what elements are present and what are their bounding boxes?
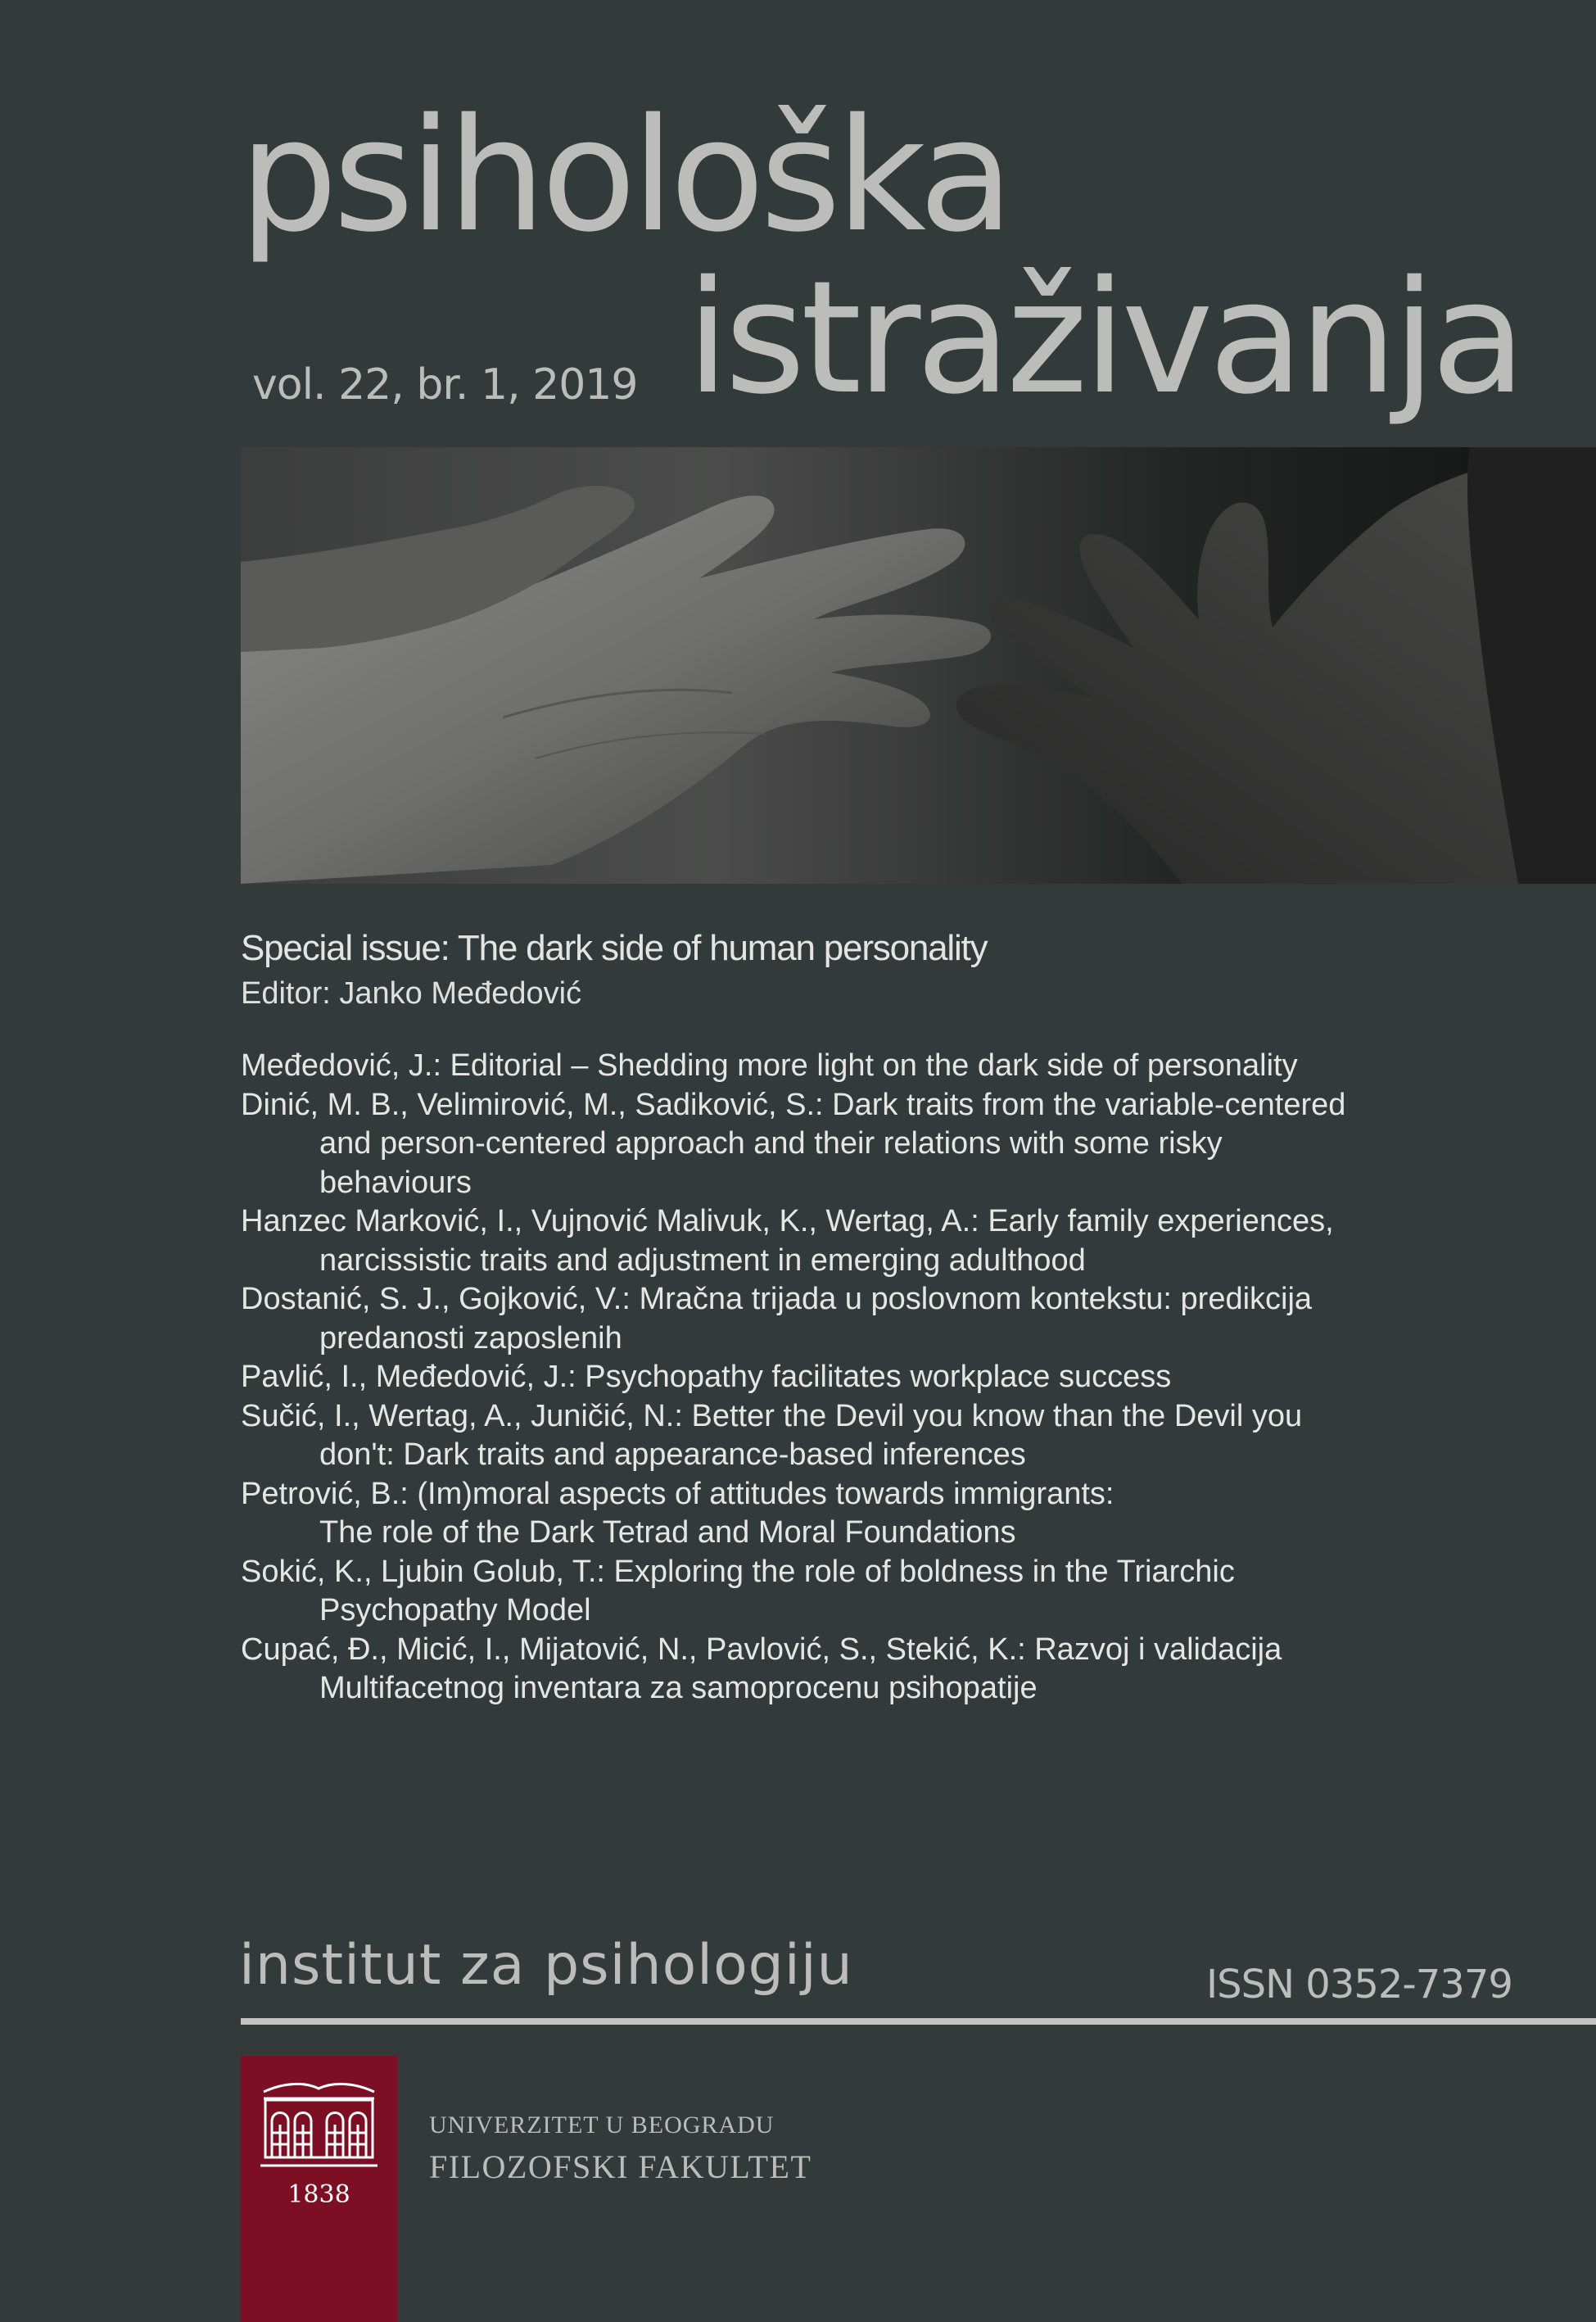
toc-entry-continuation: behaviours [319,1165,472,1200]
faculty-name: FILOZOFSKI FAKULTET [429,2148,812,2185]
journal-title-line-2: istraživanja [686,247,1521,428]
toc-entry-text: Hanzec Marković, I., Vujnović Malivuk, K., Wertag, A.: Early family experiences, [241,1204,1334,1238]
journal-title-line-1: psihološka [239,85,1010,266]
toc-entry [241,1047,1518,1086]
institute-name: institut za psihologiju [239,1933,853,1998]
toc-entry [241,1475,1518,1553]
toc-entry-continuation: narcissistic traits and adjustment in emerging adulthood [319,1242,1086,1278]
toc-entry-text: Dostanić, S. J., Gojković, V.: Mračna trijada u poslovnom kontekstu: predikcija [241,1282,1313,1316]
toc-entry-continuation: Multifacetnog inventara za samoprocenu psihopatije [319,1671,1038,1705]
toc-entry [241,1397,1518,1475]
toc-entry-continuation: Psychopathy Model [319,1593,591,1627]
toc-entry-text: Petrović, B.: (Im)moral aspects of attitudes towards immigrants: [241,1476,1114,1511]
toc-entry-continuation: don't: Dark traits and appearance-based inferences [319,1437,1026,1472]
issn-label: ISSN 0352-7379 [1206,1962,1512,2007]
toc-entry-continuation: and person-centered approach and their relations with some risky [319,1126,1223,1161]
cover-photo [241,447,1596,884]
toc-entry [241,1553,1518,1631]
editor-line: Editor: Janko Međedović [241,976,582,1011]
toc-entry-text: Pavlić, I., Međedović, J.: Psychopathy facilitates workplace success [241,1360,1172,1394]
toc-entry [241,1086,1518,1203]
toc-entry-text: Međedović, J.: Editorial – Shedding more light on the dark side of personality [241,1048,1298,1083]
toc-entry [241,1631,1518,1709]
university-name: UNIVERZITET U BEOGRADU [429,2112,775,2139]
toc-entry-text: Cupać, Đ., Micić, I., Mijatović, N., Pavlović, S., Stekić, K.: Razvoj i validacija [241,1632,1282,1667]
toc-entry-text: Sučić, I., Wertag, A., Juničić, N.: Better the Devil you know than the Devil you [241,1398,1303,1433]
volume-label: vol. 22, br. 1, 2019 [252,360,638,410]
toc-entry-text: Dinić, M. B., Velimirović, M., Sadiković, S.: Dark traits from the variable-centered [241,1087,1346,1122]
footer-divider [241,2018,1596,2025]
logo-year: 1838 [287,2180,350,2209]
toc-entry [241,1358,1518,1397]
toc-entry-continuation: predanosti zaposlenih [319,1320,622,1356]
university-logo [241,2056,397,2322]
toc-entry-text: Sokić, K., Ljubin Golub, T.: Exploring the role of boldness in the Triarchic [241,1554,1235,1589]
university-building-arches-icon [260,2080,378,2170]
table-of-contents [241,1047,1518,1709]
toc-entry-continuation: The role of the Dark Tetrad and Moral Foundations [319,1515,1016,1550]
hands-photo-icon [241,447,1596,884]
toc-entry [241,1202,1518,1280]
toc-entry [241,1280,1518,1358]
special-issue-heading: Special issue: The dark side of human personality [241,928,988,968]
